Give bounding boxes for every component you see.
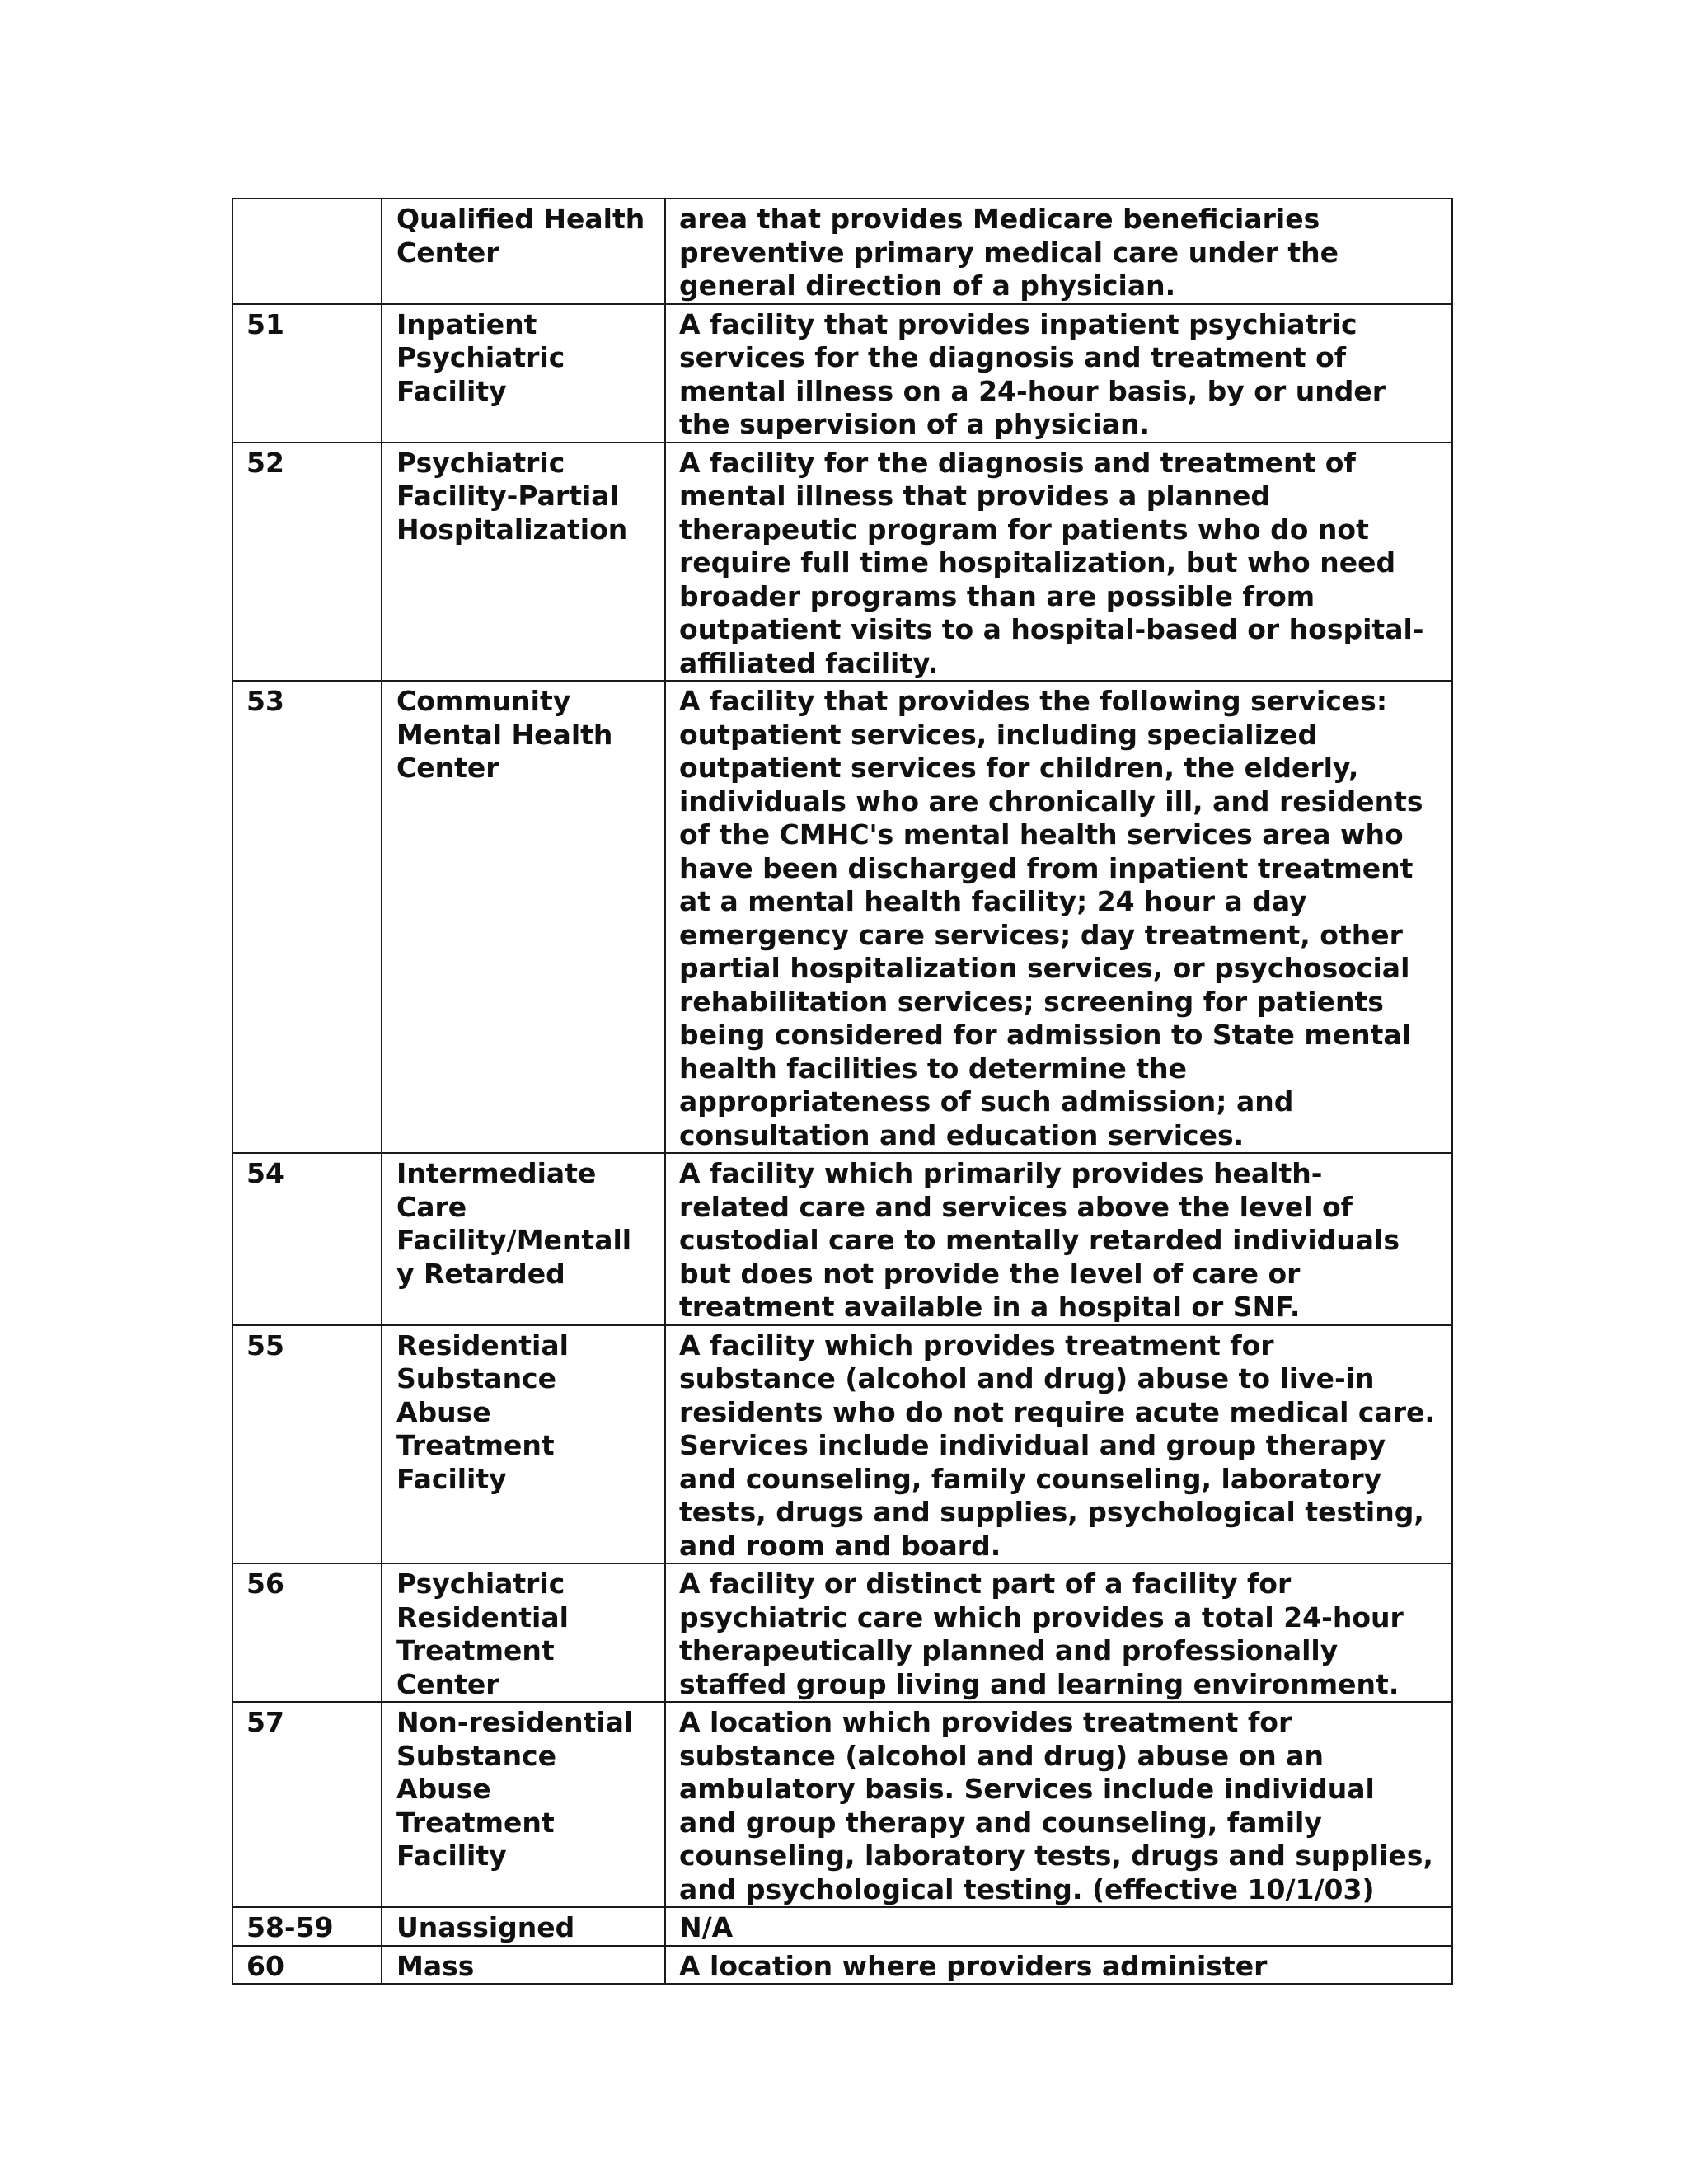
pos-description-cell bbox=[665, 1907, 1452, 1946]
pos-description-line: but does not provide the level of care or bbox=[679, 1257, 1301, 1290]
pos-name-line: Unassigned bbox=[396, 1911, 575, 1943]
pos-description-line: related care and services above the level of bbox=[679, 1190, 1353, 1223]
pos-name-line: Substance bbox=[396, 1362, 557, 1394]
pos-description-cell bbox=[665, 1325, 1452, 1564]
pos-description-line: A facility which provides treatment for bbox=[679, 1329, 1274, 1361]
pos-name-line: Hospitalization bbox=[396, 513, 628, 546]
table-row bbox=[232, 443, 1452, 682]
table-row bbox=[232, 1946, 1452, 1985]
pos-description-line: preventive primary medical care under the bbox=[679, 236, 1339, 269]
pos-name-line: Substance bbox=[396, 1739, 557, 1772]
pos-name-line: Residential bbox=[396, 1329, 569, 1361]
table-row bbox=[232, 1702, 1452, 1907]
pos-description-cell bbox=[665, 1946, 1452, 1985]
pos-code: 60 bbox=[246, 1949, 284, 1982]
pos-name-line: Treatment bbox=[396, 1806, 555, 1839]
pos-name-line: Facility bbox=[396, 1840, 507, 1872]
pos-description-line: consultation and education services. bbox=[679, 1118, 1245, 1151]
pos-name-cell bbox=[382, 1325, 665, 1564]
pos-name-line: Treatment bbox=[396, 1429, 555, 1461]
pos-name-cell bbox=[382, 1702, 665, 1907]
table-row bbox=[232, 304, 1452, 443]
pos-code-cell bbox=[232, 1702, 382, 1907]
pos-description-cell bbox=[665, 443, 1452, 682]
pos-description-line: mental illness on a 24-hour basis, by or under bbox=[679, 374, 1386, 407]
pos-description-line: outpatient services for children, the elderly, bbox=[679, 752, 1359, 784]
pos-name-line: Intermediate bbox=[396, 1157, 597, 1189]
pos-name-line: Non-residential bbox=[396, 1706, 634, 1738]
pos-code-cell bbox=[232, 443, 382, 682]
pos-description-line: have been discharged from inpatient treatment bbox=[679, 851, 1414, 884]
table-row bbox=[232, 1907, 1452, 1946]
pos-description-line: A facility that provides inpatient psychiatric bbox=[679, 307, 1357, 340]
pos-description-line: staffed group living and learning environment. bbox=[679, 1667, 1400, 1700]
pos-description-line: general direction of a physician. bbox=[679, 269, 1176, 302]
pos-code-cell bbox=[232, 1907, 382, 1946]
pos-description-line: tests, drugs and supplies, psychological testing, bbox=[679, 1496, 1424, 1528]
pos-description-line: and group therapy and counseling, family bbox=[679, 1806, 1322, 1839]
pos-name-line: Facility/Mentall bbox=[396, 1224, 632, 1256]
pos-code: 57 bbox=[246, 1706, 284, 1738]
pos-description-line: services for the diagnosis and treatment of bbox=[679, 341, 1347, 373]
pos-code: 56 bbox=[246, 1568, 284, 1600]
table-row bbox=[232, 1325, 1452, 1564]
pos-description-line: outpatient services, including specialized bbox=[679, 718, 1318, 751]
pos-name-line: Mental Health bbox=[396, 718, 613, 751]
pos-name-line: y Retarded bbox=[396, 1257, 565, 1290]
pos-description-line: rehabilitation services; screening for patients bbox=[679, 985, 1384, 1018]
pos-description-line: broader programs than are possible from bbox=[679, 579, 1315, 612]
pos-description-line: substance (alcohol and drug) abuse to live-in bbox=[679, 1362, 1375, 1394]
pos-description-line: therapeutically planned and professionally bbox=[679, 1634, 1339, 1666]
pos-code-cell bbox=[232, 304, 382, 443]
pos-description-line: A location which provides treatment for bbox=[679, 1706, 1292, 1738]
table-row bbox=[232, 1153, 1452, 1325]
pos-description-line: being considered for admission to State mental bbox=[679, 1019, 1412, 1051]
pos-description-cell bbox=[665, 304, 1452, 443]
pos-description-line: A facility for the diagnosis and treatment of bbox=[679, 446, 1356, 479]
pos-description-line: A facility or distinct part of a facility for bbox=[679, 1568, 1292, 1600]
pos-description-line: A facility that provides the following services: bbox=[679, 685, 1388, 717]
pos-name-line: Psychiatric bbox=[396, 341, 565, 373]
pos-code-cell bbox=[232, 1325, 382, 1564]
pos-name-line: Psychiatric bbox=[396, 1568, 565, 1600]
pos-name-cell bbox=[382, 1153, 665, 1325]
pos-name-line: Psychiatric bbox=[396, 446, 565, 479]
table-row bbox=[232, 1563, 1452, 1702]
pos-description-line: therapeutic program for patients who do not bbox=[679, 513, 1369, 546]
pos-description-line: affiliated facility. bbox=[679, 646, 939, 679]
pos-name-cell bbox=[382, 443, 665, 682]
pos-description-cell bbox=[665, 681, 1452, 1153]
pos-description-line: the supervision of a physician. bbox=[679, 408, 1151, 440]
pos-code: 52 bbox=[246, 446, 284, 479]
pos-description-line: A facility which primarily provides health- bbox=[679, 1157, 1323, 1189]
pos-name-line: Abuse bbox=[396, 1395, 491, 1428]
pos-description-line: ambulatory basis. Services include individual bbox=[679, 1773, 1375, 1805]
pos-description-line: and psychological testing. (effective 10/1/03) bbox=[679, 1872, 1375, 1905]
pos-code: 55 bbox=[246, 1329, 284, 1361]
pos-code: 54 bbox=[246, 1157, 284, 1189]
pos-name-line: Care bbox=[396, 1190, 467, 1223]
pos-name-cell bbox=[382, 199, 665, 304]
pos-name-cell bbox=[382, 681, 665, 1153]
pos-description-line: treatment available in a hospital or SNF. bbox=[679, 1291, 1301, 1323]
pos-name-line: Center bbox=[396, 1667, 499, 1700]
pos-code-cell bbox=[232, 681, 382, 1153]
pos-description-line: N/A bbox=[679, 1911, 734, 1943]
pos-name-line: Mass bbox=[396, 1949, 475, 1982]
pos-name-cell bbox=[382, 1946, 665, 1985]
pos-description-line: health facilities to determine the bbox=[679, 1052, 1188, 1085]
table-body bbox=[232, 199, 1452, 1984]
pos-description-cell bbox=[665, 1563, 1452, 1702]
pos-description-line: substance (alcohol and drug) abuse on an bbox=[679, 1739, 1324, 1772]
pos-code-cell bbox=[232, 199, 382, 304]
pos-description-line: and counseling, family counseling, laboratory bbox=[679, 1462, 1382, 1495]
pos-description-line: require full time hospitalization, but who need bbox=[679, 546, 1396, 579]
pos-description-line: outpatient visits to a hospital-based or hospital- bbox=[679, 613, 1424, 645]
pos-description-cell bbox=[665, 1153, 1452, 1325]
pos-code: 51 bbox=[246, 307, 284, 340]
table-row bbox=[232, 681, 1452, 1153]
pos-description-line: Services include individual and group therapy bbox=[679, 1429, 1386, 1461]
pos-code: 58-59 bbox=[246, 1911, 334, 1943]
pos-description-line: partial hospitalization services, or psychosocial bbox=[679, 952, 1410, 984]
pos-name-line: Qualified Health bbox=[396, 203, 645, 235]
pos-code-cell bbox=[232, 1153, 382, 1325]
pos-code-cell bbox=[232, 1563, 382, 1702]
pos-name-cell bbox=[382, 1563, 665, 1702]
pos-description-cell bbox=[665, 1702, 1452, 1907]
pos-name-line: Abuse bbox=[396, 1773, 491, 1805]
pos-description-line: appropriateness of such admission; and bbox=[679, 1085, 1294, 1118]
pos-code-cell bbox=[232, 1946, 382, 1985]
pos-name-line: Community bbox=[396, 685, 571, 717]
pos-description-line: at a mental health facility; 24 hour a day bbox=[679, 885, 1307, 917]
pos-description-line: of the CMHC's mental health services area who bbox=[679, 818, 1404, 851]
pos-description-line: psychiatric care which provides a total 24-hour bbox=[679, 1601, 1404, 1633]
pos-name-line: Center bbox=[396, 236, 499, 269]
pos-description-line: residents who do not require acute medical care. bbox=[679, 1395, 1435, 1428]
pos-description-line: area that provides Medicare beneficiaries bbox=[679, 203, 1320, 235]
pos-name-line: Center bbox=[396, 752, 499, 784]
pos-description-line: custodial care to mentally retarded individuals bbox=[679, 1224, 1400, 1256]
pos-description-line: individuals who are chronically ill, and residents bbox=[679, 785, 1423, 818]
pos-name-line: Facility bbox=[396, 374, 507, 407]
table-row bbox=[232, 199, 1452, 304]
pos-name-line: Facility-Partial bbox=[396, 480, 619, 512]
pos-description-line: and room and board. bbox=[679, 1529, 1001, 1562]
pos-name-cell bbox=[382, 304, 665, 443]
pos-name-line: Residential bbox=[396, 1601, 569, 1633]
pos-name-line: Treatment bbox=[396, 1634, 555, 1666]
pos-code: 53 bbox=[246, 685, 284, 717]
pos-name-line: Inpatient bbox=[396, 307, 537, 340]
pos-name-cell bbox=[382, 1907, 665, 1946]
pos-name-line: Facility bbox=[396, 1462, 507, 1495]
pos-description-line: counseling, laboratory tests, drugs and supplies, bbox=[679, 1840, 1433, 1872]
pos-description-cell bbox=[665, 199, 1452, 304]
place-of-service-table bbox=[232, 198, 1453, 1985]
pos-description-line: emergency care services; day treatment, other bbox=[679, 918, 1403, 951]
pos-description-line: A location where providers administer bbox=[679, 1949, 1268, 1982]
pos-description-line: mental illness that provides a planned bbox=[679, 480, 1270, 512]
